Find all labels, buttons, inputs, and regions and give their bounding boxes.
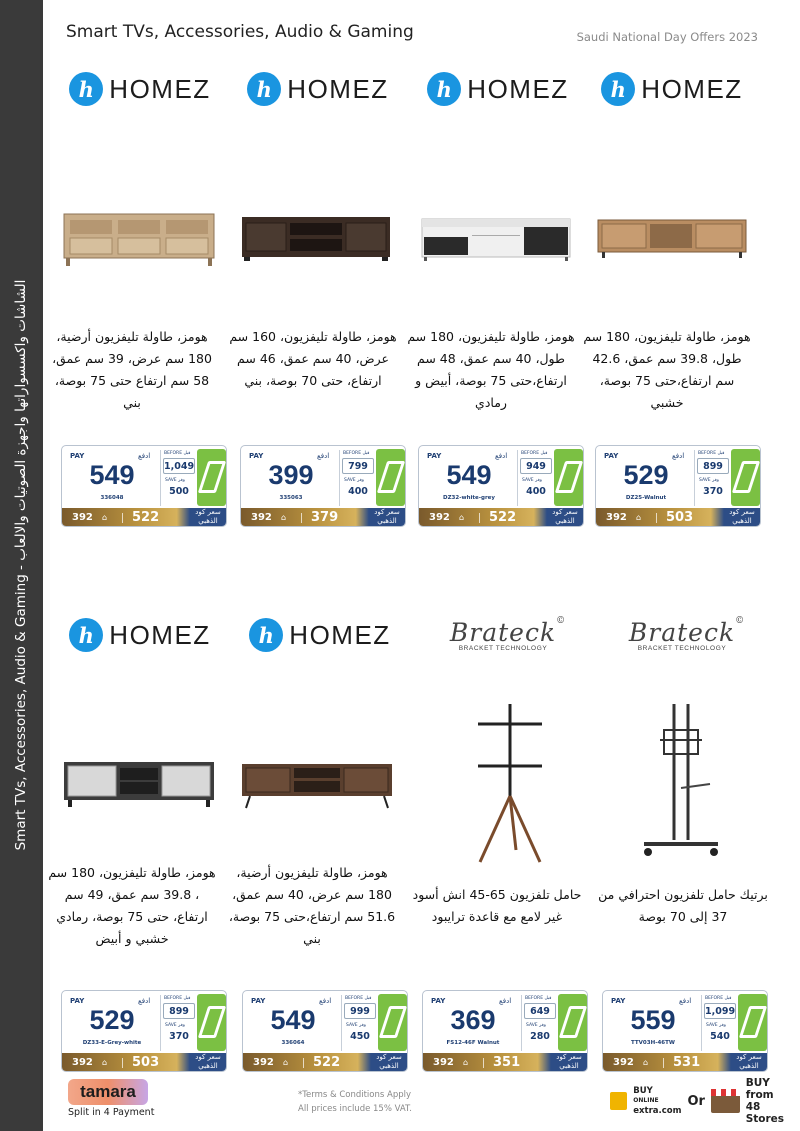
before-label: BEFORE قبل [343, 451, 370, 456]
gold-points: 392 [433, 1057, 454, 1068]
cart-icon: ⌂ [102, 1058, 108, 1067]
price-card [242, 990, 408, 1072]
buy-channels [610, 1077, 800, 1125]
vat-text: All prices include 15% VAT. [298, 1104, 412, 1114]
gold-price: 503 [666, 510, 694, 525]
pay-label-ar: ادفع [499, 997, 512, 1005]
before-price: 899 [697, 458, 729, 474]
sku: 335063 [279, 495, 303, 501]
gold-price-bar [62, 1053, 226, 1072]
save-amount: 280 [530, 1031, 550, 1042]
gold-price: 379 [311, 510, 339, 525]
gold-points: 392 [72, 512, 93, 523]
pay-label-ar: ادفع [317, 452, 330, 460]
tamara-subtitle: Split in 4 Payment [68, 1107, 155, 1118]
sku: FS12-46F Walnut [446, 1040, 500, 1046]
gold-points: 392 [72, 1057, 93, 1068]
brand-logo-brateck [597, 610, 767, 660]
save-label: SAVE وفر [165, 478, 185, 483]
sku: 336064 [281, 1040, 305, 1046]
offer-badge-icon [197, 994, 226, 1051]
price-value: 549 [270, 1005, 316, 1035]
before-label: BEFORE قبل [698, 451, 725, 456]
sku: DZ25-Walnut [625, 495, 667, 501]
gold-points: 392 [613, 1057, 634, 1068]
offer-badge-icon [554, 449, 583, 506]
before-label: BEFORE قبل [705, 996, 732, 1001]
tamara-logo [68, 1079, 148, 1105]
sidebar [0, 0, 43, 1131]
brand-logo-homez [55, 610, 225, 660]
brand-name: HOMEZ [467, 73, 569, 104]
homez-mark-icon: h [69, 618, 103, 652]
gold-price-bar [241, 508, 405, 527]
save-amount: 400 [348, 486, 368, 497]
save-label: SAVE وفر [346, 1023, 366, 1028]
pay-label: PAY [249, 452, 264, 460]
gold-price-bar [603, 1053, 767, 1072]
buy-stores-line: BUY from [745, 1077, 774, 1101]
gold-price: 522 [132, 510, 160, 525]
or-text: Or [687, 1093, 705, 1109]
product-description: هومز، طاولة تليفزيون، 180 سم طول، 39.8 سم عمق، 42.6 سم ارتفاع،حتى 75 بوصة، خشبي [583, 329, 751, 410]
buy-online [633, 1086, 681, 1116]
brand-subtitle: BRACKET TECHNOLOGY [458, 645, 548, 652]
save-label: SAVE وفر [165, 1023, 185, 1028]
gold-label: سعر كود الذهبي [736, 1053, 762, 1070]
pay-label: PAY [604, 452, 619, 460]
sidebar-text: Smart TVs, Accessories, Audio & Gaming - الشاشات واكسسواراتها واجهزة الصوتيات والالعاب [13, 279, 29, 851]
pay-label: PAY [251, 997, 266, 1005]
brand-name: HOMEZ [641, 73, 743, 104]
price-value: 399 [268, 460, 314, 490]
before-price: 799 [342, 458, 374, 474]
offer-badge-icon [376, 449, 405, 506]
extra-store-icon [610, 1092, 627, 1110]
price-value: 529 [89, 1005, 135, 1035]
save-amount: 450 [350, 1031, 370, 1042]
pay-label: PAY [611, 997, 626, 1005]
gold-label: سعر كود الذهبي [195, 508, 221, 525]
before-label: BEFORE قبل [164, 996, 191, 1001]
homez-mark-icon: h [247, 72, 281, 106]
pay-label-ar: ادفع [319, 997, 332, 1005]
brand-logo-homez [587, 64, 757, 114]
price-value: 549 [89, 460, 135, 490]
before-label: BEFORE قبل [164, 451, 191, 456]
tamara-word: tamara [80, 1082, 136, 1101]
gold-price: 522 [313, 1055, 341, 1070]
save-amount: 500 [169, 486, 189, 497]
pay-label-ar: ادفع [138, 997, 151, 1005]
gold-price: 522 [489, 510, 517, 525]
brand-logo-homez [233, 64, 403, 114]
product-description: برتيك حامل تلفزيون احترافي من 37 إلى 70 بوصة [598, 887, 768, 924]
product-image-tv-stand [596, 218, 748, 260]
save-amount: 370 [169, 1031, 189, 1042]
gold-label: سعر كود الذهبي [729, 508, 755, 525]
homez-mark-icon: h [249, 618, 283, 652]
product-image-tv-stand [240, 215, 392, 263]
brand-name: Brateck [628, 618, 736, 647]
before-price: 949 [520, 458, 552, 474]
before-price: 999 [344, 1003, 376, 1019]
price-value: 549 [446, 460, 492, 490]
brand-logo-homez [413, 64, 583, 114]
product-image-tripod-stand [470, 700, 550, 870]
gold-points: 392 [429, 512, 450, 523]
product-description: هومز، طاولة تليفزيون، 180 سم طول، 40 سم عمق، 48 سم ارتفاع،حتى 75 بوصة، أبيض و رمادي [407, 329, 575, 410]
price-card [61, 990, 227, 1072]
shop-front-icon [711, 1089, 740, 1113]
pay-label-ar: ادفع [679, 997, 692, 1005]
before-label: BEFORE قبل [521, 451, 548, 456]
price-card [595, 445, 761, 527]
product-image-trolley-stand [636, 700, 726, 870]
before-label: BEFORE قبل [525, 996, 552, 1001]
before-price: 649 [524, 1003, 556, 1019]
gold-points: 392 [606, 512, 627, 523]
price-value: 529 [623, 460, 669, 490]
offer-tag: Saudi National Day Offers 2023 [576, 30, 758, 44]
terms-note [298, 1088, 412, 1116]
sku: TTV03H-46TW [631, 1040, 675, 1046]
homez-mark-icon: h [601, 72, 635, 106]
gold-price-bar [419, 508, 583, 527]
pay-label-ar: ادفع [672, 452, 685, 460]
price-value: 559 [630, 1005, 676, 1035]
cart-icon: ⌂ [283, 1058, 289, 1067]
gold-price-bar [596, 508, 760, 527]
brand-name: HOMEZ [109, 73, 211, 104]
gold-price: 531 [673, 1055, 701, 1070]
pay-label: PAY [70, 997, 85, 1005]
before-price: 1,099 [704, 1003, 736, 1019]
before-price: 899 [163, 1003, 195, 1019]
homez-mark-icon: h [427, 72, 461, 106]
offer-badge-icon [738, 994, 767, 1051]
save-amount: 400 [526, 486, 546, 497]
pay-label: PAY [70, 452, 85, 460]
brand-subtitle: BRACKET TECHNOLOGY [637, 645, 727, 652]
gold-price: 351 [493, 1055, 521, 1070]
registered-mark: © [556, 616, 567, 626]
cart-icon: ⌂ [102, 513, 108, 522]
pay-label: PAY [431, 997, 446, 1005]
brand-name: HOMEZ [287, 73, 389, 104]
save-label: SAVE وفر [526, 1023, 546, 1028]
product-image-tv-stand [420, 215, 572, 263]
sku: 336048 [100, 495, 124, 501]
price-card [602, 990, 768, 1072]
price-card [61, 445, 227, 527]
save-amount: 540 [710, 1031, 730, 1042]
brand-name: HOMEZ [289, 619, 391, 650]
cart-icon: ⌂ [636, 513, 642, 522]
gold-label: سعر كود الذهبي [556, 1053, 582, 1070]
save-label: SAVE وفر [706, 1023, 726, 1028]
gold-price-bar [423, 1053, 587, 1072]
gold-points: 392 [251, 512, 272, 523]
price-value: 369 [450, 1005, 496, 1035]
product-description: هومز، طاولة تليفزيون أرضية، 180 سم عرض، 40 سم عمق، 51.6 سم ارتفاع،حتى 75 بوصة، بني [228, 865, 396, 946]
gold-label: سعر كود الذهبي [195, 1053, 221, 1070]
cart-icon: ⌂ [281, 513, 287, 522]
gold-price-bar [243, 1053, 407, 1072]
product-image-tv-stand [240, 762, 394, 810]
brand-logo-brateck [418, 610, 588, 660]
pay-label-ar: ادفع [495, 452, 508, 460]
homez-mark-icon: h [69, 72, 103, 106]
brand-name: HOMEZ [109, 619, 211, 650]
sku: DZ33-E-Grey-white [82, 1040, 142, 1046]
save-label: SAVE وفر [699, 478, 719, 483]
offer-badge-icon [378, 994, 407, 1051]
save-amount: 370 [703, 486, 723, 497]
buy-stores-line: 48 Stores [745, 1101, 785, 1125]
price-card [422, 990, 588, 1072]
brand-name: Brateck [449, 618, 557, 647]
sku: DZ32-white-grey [443, 495, 495, 501]
product-image-tv-stand [62, 760, 218, 810]
buy-online-line: ONLINE [633, 1097, 659, 1104]
buy-online-line: extra.com [633, 1106, 682, 1116]
page-title: Smart TVs, Accessories, Audio & Gaming [66, 22, 414, 42]
buy-online-line: BUY [633, 1086, 653, 1096]
offer-badge-icon [197, 449, 226, 506]
gold-points: 392 [253, 1057, 274, 1068]
gold-label: سعر كود الذهبي [376, 1053, 402, 1070]
product-description: هومز، طاولة تليفزيون، 180 سم ، 39.8 سم عمق، 49 سم ارتفاع، حتى 75 بوصة، رمادي خشبي و أبيض [48, 865, 216, 946]
cart-icon: ⌂ [643, 1058, 649, 1067]
save-label: SAVE وفر [522, 478, 542, 483]
before-label: BEFORE قبل [345, 996, 372, 1001]
gold-price-bar [62, 508, 226, 527]
price-card [240, 445, 406, 527]
offer-badge-icon [731, 449, 760, 506]
pay-label: PAY [427, 452, 442, 460]
cart-icon: ⌂ [463, 1058, 469, 1067]
product-description: هومز، طاولة تليفزيون، 160 سم عرض، 40 سم عمق، 46 سم ارتفاع، حتى 70 بوصة، بني [229, 329, 397, 388]
gold-label: سعر كود الذهبي [552, 508, 578, 525]
gold-label: سعر كود الذهبي [374, 508, 400, 525]
product-description: هومز، طاولة تليفزيون أرضية، 180 سم عرض، 39 سم عمق، 58 سم ارتفاع حتى 75 بوصة، بني [52, 329, 212, 410]
before-price: 1,049 [163, 458, 195, 474]
brand-logo-homez [55, 64, 225, 114]
gold-price: 503 [132, 1055, 160, 1070]
save-label: SAVE وفر [344, 478, 364, 483]
offer-badge-icon [558, 994, 587, 1051]
brand-logo-homez [235, 610, 405, 660]
registered-mark: © [735, 616, 746, 626]
cart-icon: ⌂ [459, 513, 465, 522]
product-description: حامل تلفزيون 65-45 انش أسود غير لامع مع قاعدة ترايبود [412, 887, 582, 924]
product-image-tv-stand [60, 210, 218, 270]
buy-stores [746, 1077, 800, 1125]
price-card [418, 445, 584, 527]
terms-text: *Terms & Conditions Apply [298, 1090, 412, 1100]
pay-label-ar: ادفع [138, 452, 151, 460]
